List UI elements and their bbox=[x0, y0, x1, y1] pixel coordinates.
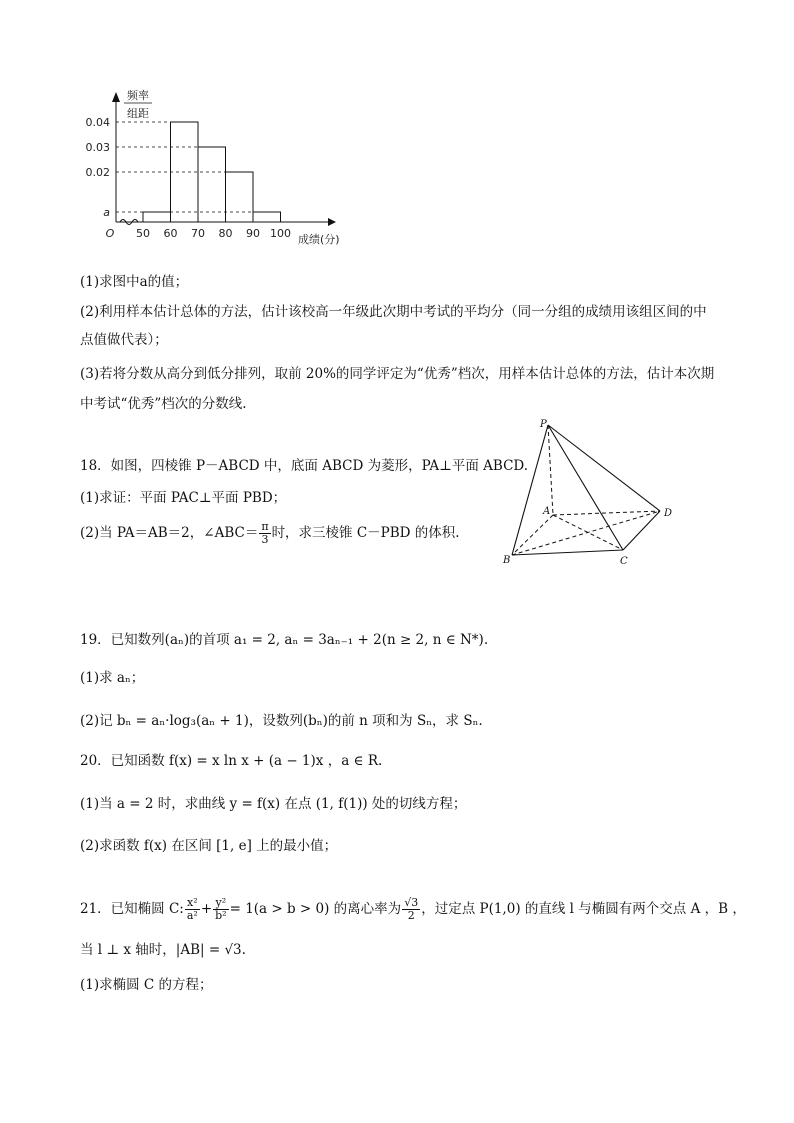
x-axis-label: 成绩(分) bbox=[298, 233, 340, 246]
label-P: P bbox=[540, 419, 547, 430]
histogram-bar bbox=[253, 212, 281, 222]
b2: b² bbox=[215, 909, 227, 922]
q17-part2-line2: 点值做代表）； bbox=[80, 332, 168, 348]
eccentricity-fraction bbox=[402, 897, 420, 922]
q19-title: 19．已知数列(aₙ)的首项 a₁ = 2, aₙ = 3aₙ₋₁ + 2(n ≥ 2, n ∈ N*). bbox=[80, 632, 489, 648]
edge-PB bbox=[512, 425, 551, 555]
eccentricity-num: √3 bbox=[404, 896, 419, 909]
angle-fraction bbox=[259, 521, 270, 546]
x-tick-label: 100 bbox=[270, 227, 291, 240]
edge-PD bbox=[548, 425, 660, 511]
x-tick-label: 90 bbox=[246, 227, 260, 240]
x-tick-label: 50 bbox=[136, 227, 150, 240]
x-tick-label: 60 bbox=[163, 227, 178, 240]
y-tick-label: 0.04 bbox=[85, 116, 110, 129]
y-tick-label: 0.02 bbox=[85, 166, 110, 179]
q21-title-pre: 21．已知椭圆 C: bbox=[80, 901, 184, 917]
origin-label: O bbox=[105, 227, 115, 240]
y-axis-label-top: 频率 bbox=[127, 89, 149, 102]
q18-part2 bbox=[80, 520, 460, 546]
label-B: B bbox=[503, 555, 511, 566]
q18-part1: (1)求证：平面 PAC⊥平面 PBD； bbox=[80, 490, 287, 506]
q19-part1: (1)求 aₙ； bbox=[80, 670, 145, 686]
eccentricity-den: 2 bbox=[407, 909, 415, 922]
q21-part1: (1)求椭圆 C 的方程； bbox=[80, 977, 213, 993]
y-tick-label: 0.03 bbox=[85, 141, 110, 154]
x-tick-label: 70 bbox=[191, 227, 205, 240]
x-axis-arrow bbox=[328, 218, 336, 226]
q20-title: 20．已知函数 f(x) = x ln x + (a − 1)x ，a ∈ R. bbox=[80, 753, 383, 769]
plus-sign: + bbox=[200, 901, 213, 917]
q17-part1: (1)求图中a的值； bbox=[80, 274, 189, 290]
x2: x² bbox=[185, 897, 200, 910]
frequency-histogram bbox=[80, 82, 370, 252]
q18-part2-post: 时，求三棱锥 C－PBD 的体积. bbox=[271, 525, 460, 541]
y-axis-label-bottom: 组距 bbox=[127, 107, 149, 120]
histogram-bar bbox=[198, 147, 226, 222]
q18-part2-pre: (2)当 PA＝AB＝2，∠ABC＝ bbox=[80, 525, 259, 541]
q19-part2: (2)记 bₙ = aₙ·log₃(aₙ + 1)，设数列(bₙ)的前 n 项和为 Sₙ，求 Sₙ. bbox=[80, 713, 483, 729]
a2: a² bbox=[186, 909, 198, 922]
q20-part1: (1)当 a = 2 时，求曲线 y = f(x) 在点 (1, f(1)) 处的切线方程； bbox=[80, 796, 467, 812]
label-C: C bbox=[620, 556, 628, 567]
q21-title-post: ，过定点 P(1,0) 的直线 l 与椭圆有两个交点 A ，B ， bbox=[421, 901, 746, 917]
x2-over-a2 bbox=[185, 897, 200, 922]
y-axis-arrow bbox=[112, 92, 120, 102]
q18-title: 18．如图，四棱锥 P－ABCD 中，底面 ABCD 为菱形，PA⊥平面 ABCD. bbox=[80, 458, 529, 474]
y2-over-b2 bbox=[213, 897, 228, 922]
histogram-bar bbox=[143, 212, 171, 222]
q21-title bbox=[80, 894, 746, 924]
edge-BD bbox=[512, 511, 660, 555]
angle-fraction-num: π bbox=[261, 520, 269, 533]
angle-fraction-den: 3 bbox=[261, 533, 269, 546]
edge-AD bbox=[553, 511, 660, 515]
histogram-bar bbox=[226, 172, 254, 222]
q20-part2: (2)求函数 f(x) 在区间 [1, e] 上的最小值； bbox=[80, 838, 338, 854]
label-A: A bbox=[543, 506, 551, 517]
q17-part3-line2: 中考试“优秀”档次的分数线. bbox=[80, 396, 247, 412]
edge-BC bbox=[512, 550, 623, 555]
label-D: D bbox=[664, 508, 673, 519]
q21-line2: 当 l ⊥ x 轴时，|AB| = √3. bbox=[80, 942, 246, 958]
q17-part3-line1: (3)若将分数从高分到低分排列，取前 20%的同学评定为“优秀”档次，用样本估计总体的方法，估计本次期 bbox=[80, 366, 715, 382]
q17-part2-line1: (2)利用样本估计总体的方法，估计该校高一年级此次期中考试的平均分（同一分组的成绩用该组区间的中 bbox=[80, 304, 707, 320]
y-tick-label: a bbox=[103, 206, 110, 219]
q21-title-mid: = 1(a > b > 0) 的离心率为 bbox=[229, 901, 402, 917]
x-tick-label: 80 bbox=[218, 227, 233, 240]
pyramid-figure bbox=[498, 415, 688, 570]
edge-PA bbox=[548, 425, 553, 515]
y2: y² bbox=[213, 897, 228, 910]
